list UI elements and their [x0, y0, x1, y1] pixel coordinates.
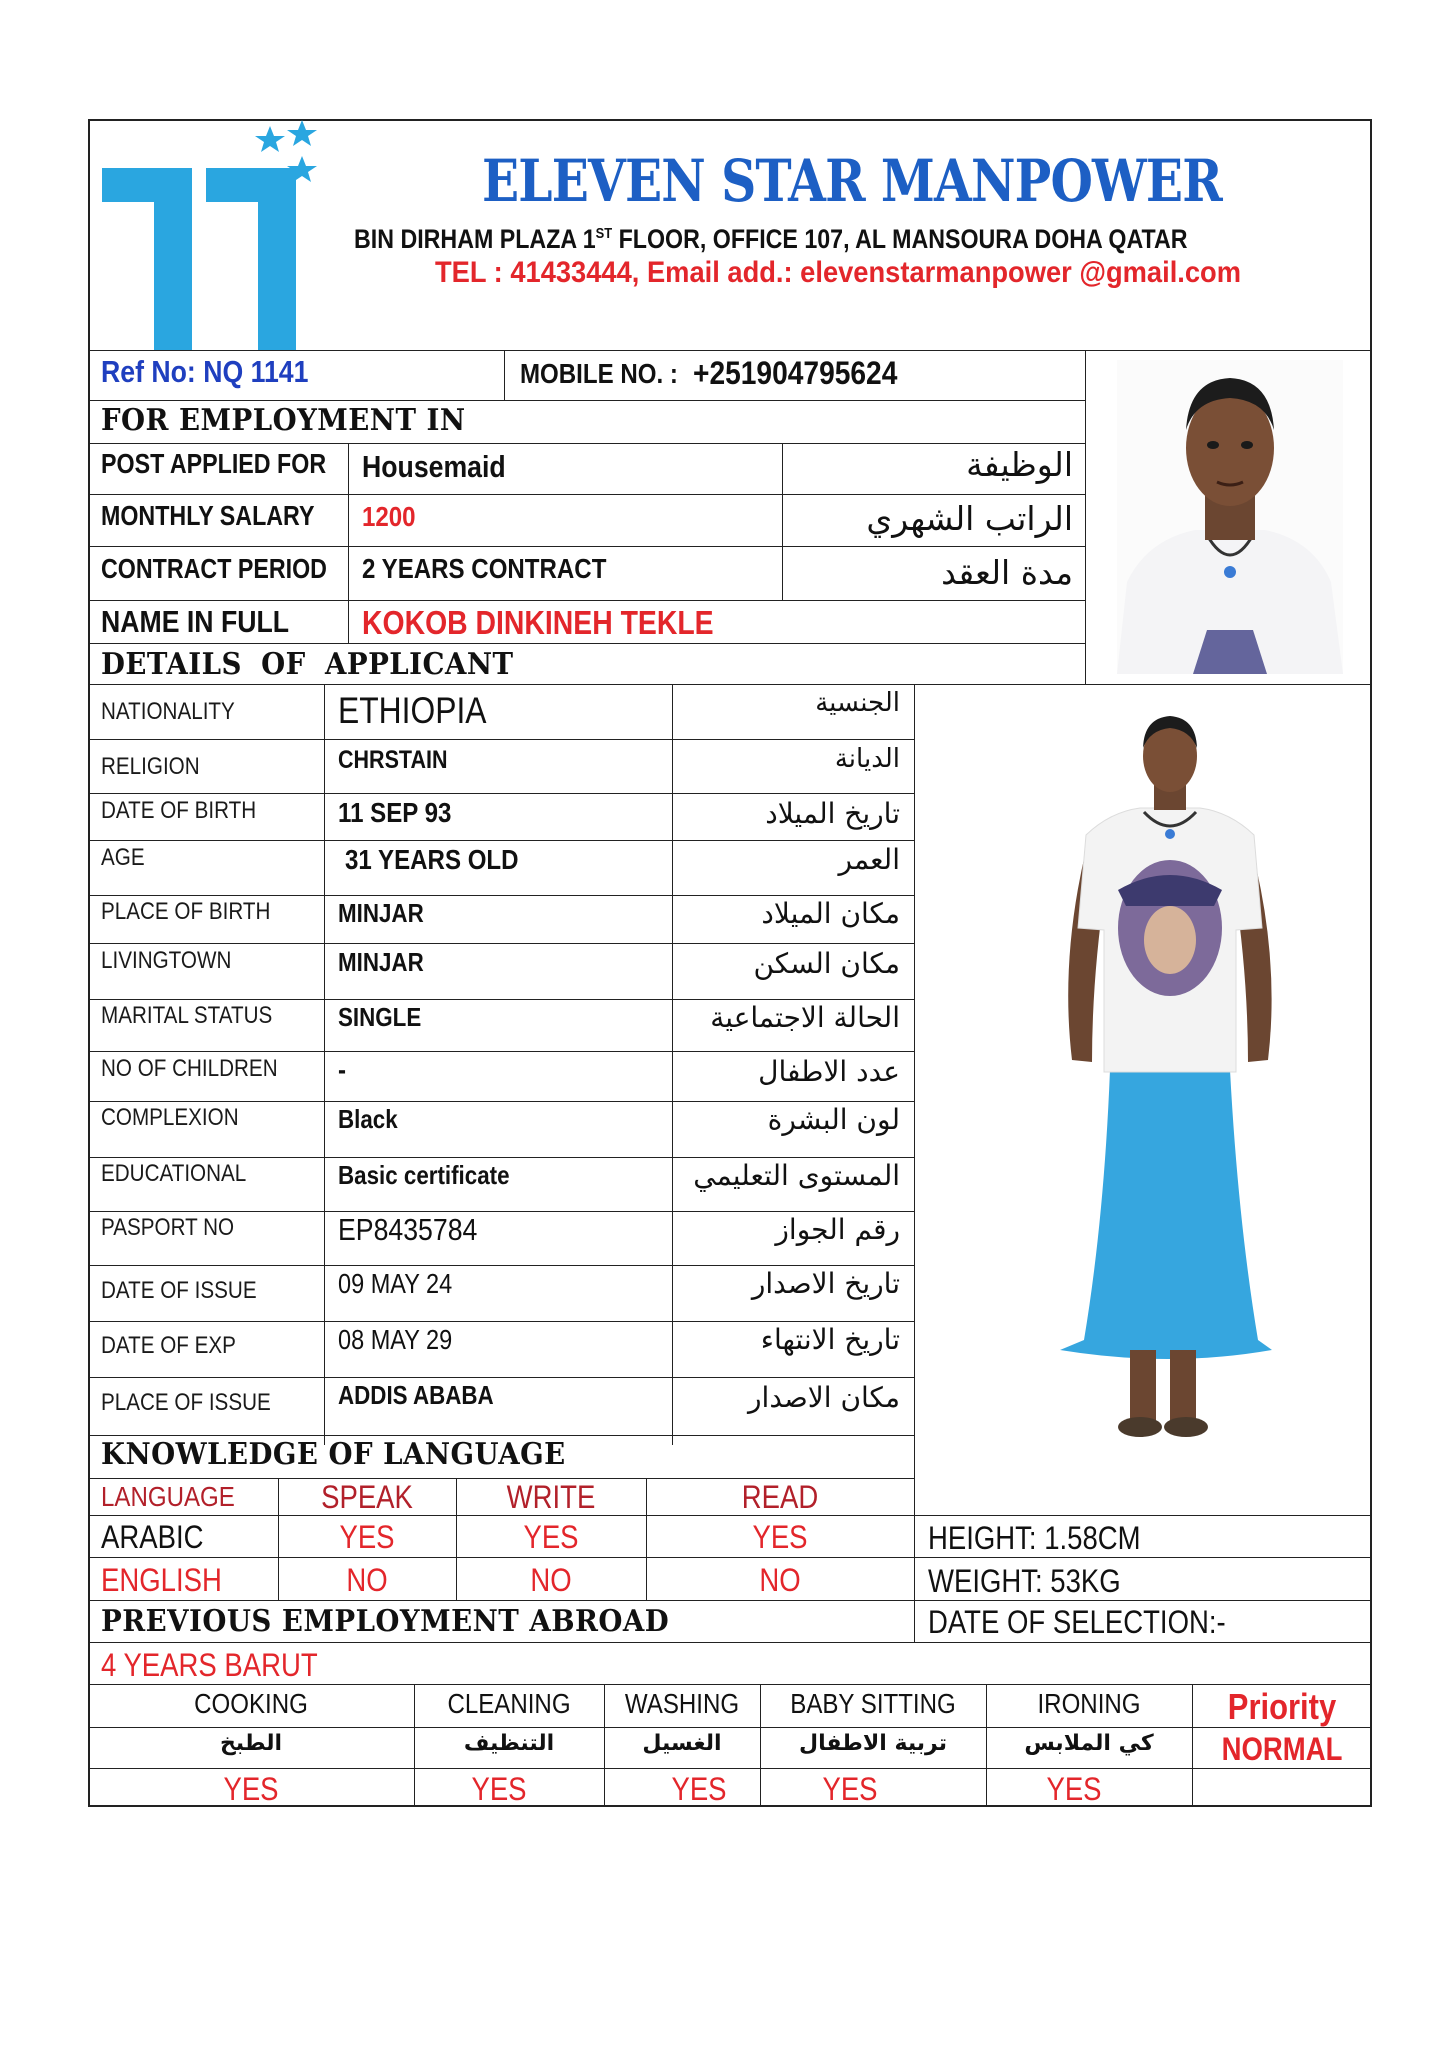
priority-label: Priority	[1227, 1686, 1337, 1727]
skill-cleaning-arabic: التنظيف	[463, 1731, 555, 1756]
livingtown-label: LIVINGTOWN	[101, 947, 232, 974]
religion-label: RELIGION	[101, 753, 200, 780]
complexion-value: Black	[338, 1104, 398, 1134]
exp-date-arabic: تاريخ الانتهاء	[760, 1323, 900, 1356]
nationality-arabic: الجنسية	[815, 688, 900, 718]
name-value: KOKOB DINKINEH TEKLE	[362, 604, 714, 641]
skill-cooking-arabic: الطبخ	[219, 1731, 283, 1756]
education-arabic: المستوى التعليمي	[693, 1159, 900, 1192]
skill-babysitting-value: YES	[822, 1771, 878, 1807]
name-label: NAME IN FULL	[101, 604, 290, 639]
applicant-full-body-photo	[1000, 700, 1360, 1470]
marital-arabic: الحالة الاجتماعية	[710, 1001, 900, 1034]
children-label: NO OF CHILDREN	[101, 1055, 278, 1082]
lang-header-speak: SPEAK	[321, 1479, 413, 1515]
company-contact: TEL : 41433444, Email add.: elevenstarmanpower @gmail.com	[435, 256, 1242, 289]
section-employment: FOR EMPLOYMENT IN	[101, 403, 466, 438]
marital-label: MARITAL STATUS	[101, 1002, 273, 1029]
skill-babysitting-label: BABY SITTING	[790, 1688, 956, 1719]
children-arabic: عدد الاطفال	[758, 1055, 900, 1088]
company-name: ELEVEN STAR MANPOWER	[482, 147, 1222, 215]
age-label: AGE	[101, 844, 145, 871]
passport-arabic: رقم الجواز	[775, 1213, 900, 1246]
post-value: Housemaid	[362, 449, 506, 484]
previous-value: 4 YEARS BARUT	[101, 1647, 318, 1683]
weight-value: WEIGHT: 53KG	[928, 1563, 1121, 1599]
dob-value: 11 SEP 93	[338, 797, 452, 828]
skill-babysitting-arabic: تربية الاطفال	[798, 1731, 948, 1756]
lang-english-speak: NO	[346, 1562, 388, 1598]
skill-cleaning-label: CLEANING	[447, 1688, 571, 1719]
exp-date-value: 08 MAY 29	[338, 1324, 453, 1355]
exp-date-label: DATE OF EXP	[101, 1332, 236, 1359]
skill-cleaning-value: YES	[471, 1771, 527, 1807]
priority-value: NORMAL	[1221, 1731, 1343, 1767]
age-value: 31 YEARS OLD	[345, 844, 519, 875]
issue-place-value: ADDIS ABABA	[338, 1380, 494, 1410]
skill-ironing-label: IRONING	[1037, 1688, 1141, 1719]
passport-value: EP8435784	[338, 1212, 478, 1247]
section-language: KNOWLEDGE OF LANGUAGE	[101, 1437, 566, 1472]
skill-washing-label: WASHING	[624, 1688, 740, 1719]
lang-arabic-name: ARABIC	[101, 1519, 204, 1555]
lang-arabic-write: YES	[523, 1519, 579, 1555]
nationality-label: NATIONALITY	[101, 698, 235, 725]
skill-cooking-label: COOKING	[194, 1688, 308, 1719]
pob-value: MINJAR	[338, 898, 424, 928]
contract-label: CONTRACT PERIOD	[101, 553, 327, 584]
complexion-label: COMPLEXION	[101, 1104, 239, 1131]
education-label: EDUCATIONAL	[101, 1160, 247, 1187]
education-value: Basic certificate	[338, 1160, 510, 1190]
section-details: DETAILS OF APPLICANT	[101, 647, 514, 682]
pob-label: PLACE OF BIRTH	[101, 898, 271, 925]
pob-arabic: مكان الميلاد	[761, 897, 900, 930]
passport-label: PASPORT NO	[101, 1214, 235, 1241]
selection-date: DATE OF SELECTION:-	[928, 1604, 1226, 1640]
religion-arabic: الديانة	[834, 744, 900, 774]
lang-header-write: WRITE	[506, 1479, 596, 1515]
salary-value: 1200	[362, 501, 416, 532]
lang-header-language: LANGUAGE	[101, 1481, 235, 1512]
issue-place-arabic: مكان الاصدار	[748, 1381, 900, 1414]
section-previous: PREVIOUS EMPLOYMENT ABROAD	[101, 1604, 670, 1639]
mobile-value: +251904795624	[693, 355, 898, 391]
issue-place-label: PLACE OF ISSUE	[101, 1389, 271, 1416]
children-value: -	[338, 1054, 347, 1085]
lang-english-write: NO	[530, 1562, 572, 1598]
dob-label: DATE OF BIRTH	[101, 797, 257, 824]
company-logo	[98, 120, 328, 350]
dob-arabic: تاريخ الميلاد	[765, 797, 900, 830]
ref-number: Ref No: NQ 1141	[101, 354, 309, 389]
livingtown-value: MINJAR	[338, 947, 424, 977]
livingtown-arabic: مكان السكن	[753, 947, 900, 980]
skill-cooking-value: YES	[223, 1771, 279, 1807]
lang-english-name: ENGLISH	[101, 1562, 222, 1598]
applicant-portrait-photo	[1117, 360, 1343, 674]
salary-arabic: الراتب الشهري	[866, 499, 1073, 538]
skill-washing-arabic: الغسيل	[642, 1731, 722, 1756]
mobile-label: MOBILE NO. :	[520, 358, 678, 389]
skill-ironing-arabic: كي الملابس	[1024, 1731, 1154, 1756]
nationality-value: ETHIOPIA	[338, 690, 487, 731]
company-address: BIN DIRHAM PLAZA 1ST FLOOR, OFFICE 107, AL MANSOURA DOHA QATAR	[354, 224, 1188, 254]
contract-arabic: مدة العقد	[941, 553, 1073, 592]
height-value: HEIGHT: 1.58CM	[928, 1520, 1141, 1556]
lang-header-read: READ	[741, 1479, 819, 1515]
post-label: POST APPLIED FOR	[101, 448, 327, 479]
salary-label: MONTHLY SALARY	[101, 500, 315, 531]
lang-arabic-speak: YES	[339, 1519, 395, 1555]
contract-value: 2 YEARS CONTRACT	[362, 553, 607, 584]
lang-english-read: NO	[759, 1562, 801, 1598]
post-arabic: الوظيفة	[966, 445, 1073, 484]
issue-date-arabic: تاريخ الاصدار	[751, 1267, 900, 1300]
skill-washing-value: YES	[671, 1771, 727, 1807]
skill-ironing-value: YES	[1046, 1771, 1102, 1807]
religion-value: CHRSTAIN	[338, 746, 448, 774]
issue-date-value: 09 MAY 24	[338, 1268, 453, 1299]
lang-arabic-read: YES	[752, 1519, 808, 1555]
marital-value: SINGLE	[338, 1002, 422, 1032]
issue-date-label: DATE OF ISSUE	[101, 1277, 257, 1304]
complexion-arabic: لون البشرة	[767, 1103, 900, 1136]
age-arabic: العمر	[838, 843, 900, 876]
